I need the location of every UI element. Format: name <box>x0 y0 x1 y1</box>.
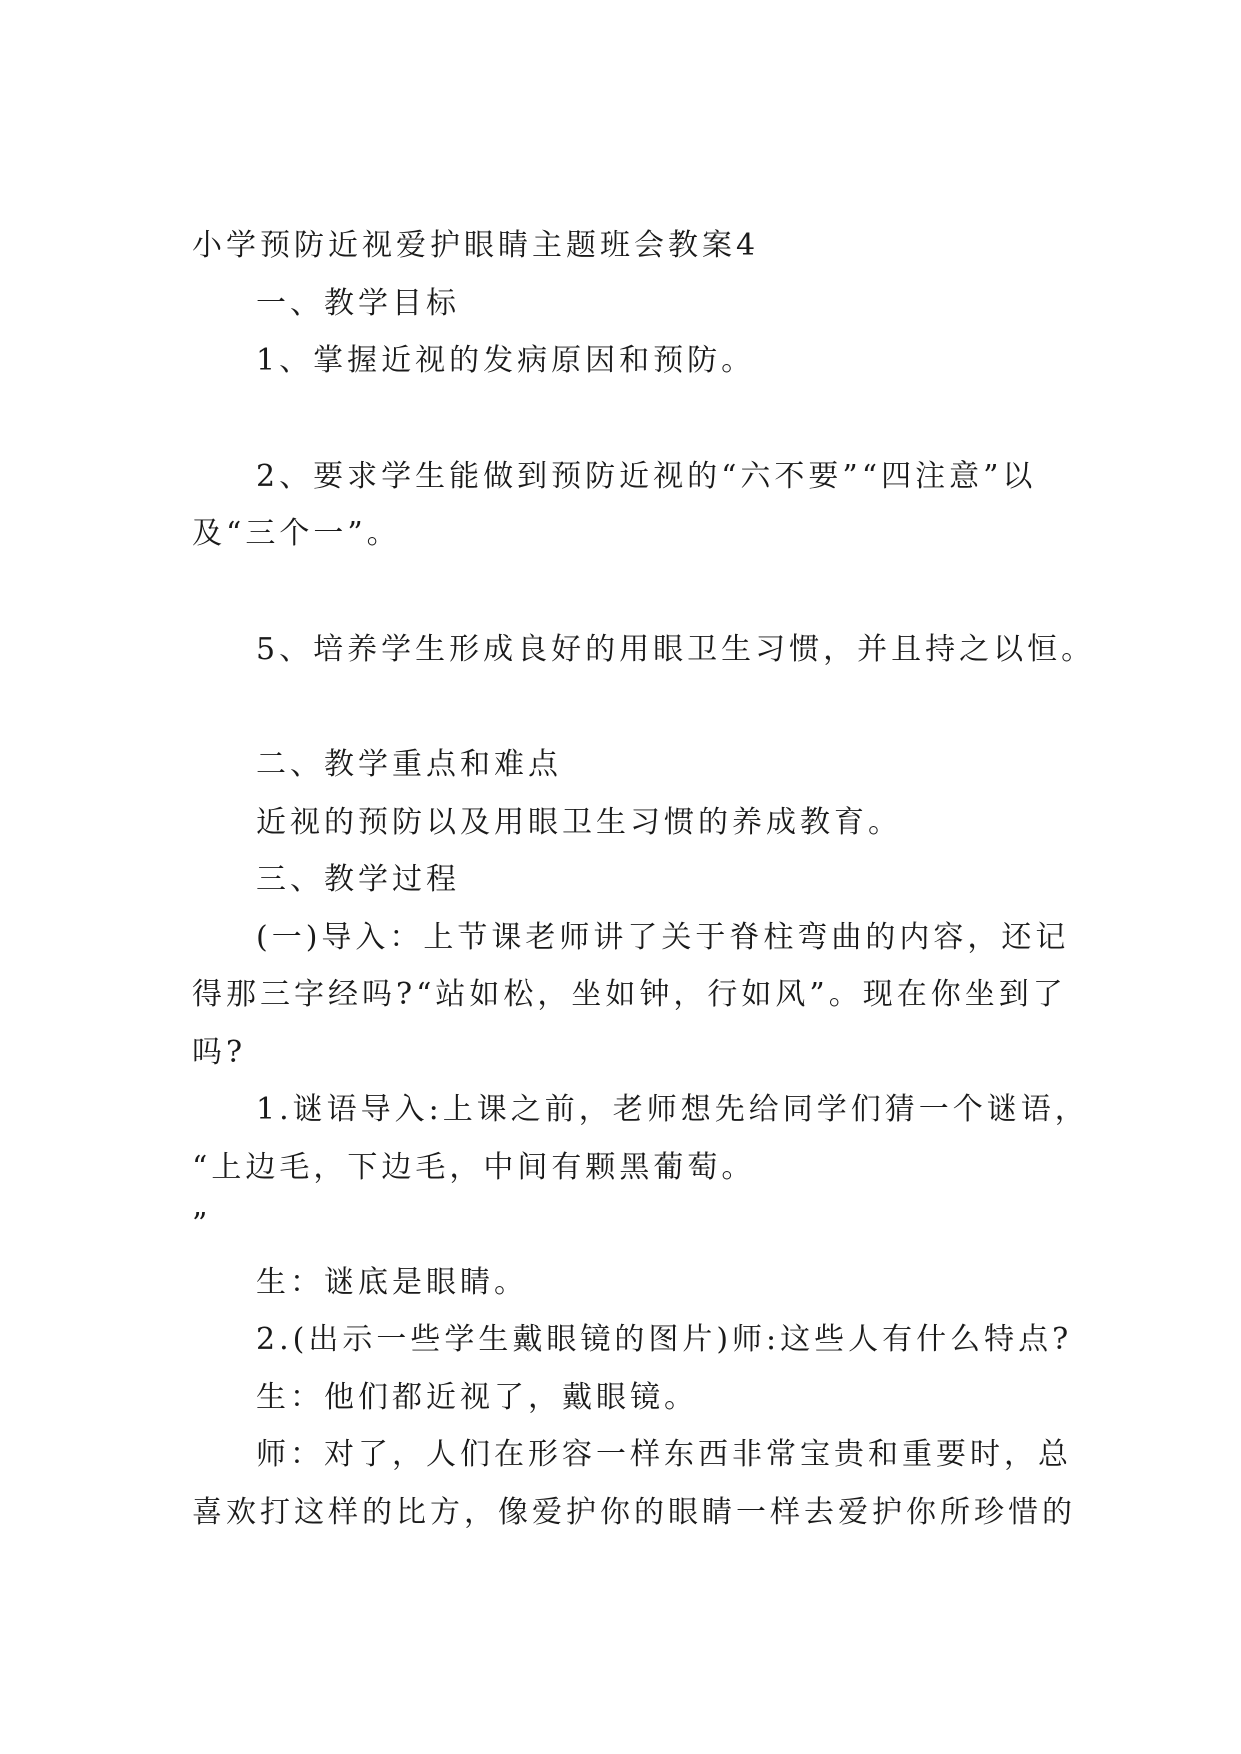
paragraph-line: 2、要求学生能做到预防近视的“六不要”“四注意”以 <box>256 459 1037 494</box>
paragraph-line: 1、掌握近视的发病原因和预防。 <box>256 343 756 378</box>
paragraph-line: “上边毛，下边毛，中间有颗黑葡萄。 <box>192 1150 756 1185</box>
paragraph-line: ” <box>192 1207 212 1242</box>
paragraph-line: 及“三个一”。 <box>192 516 401 551</box>
paragraph-line: 吗? <box>192 1035 247 1070</box>
section-heading-process: 三、教学过程 <box>256 862 460 897</box>
paragraph-line: 生：谜底是眼睛。 <box>256 1265 528 1300</box>
document-title: 小学预防近视爱护眼睛主题班会教案4 <box>192 228 760 263</box>
paragraph-line: 师：对了，人们在形容一样东西非常宝贵和重要时，总 <box>256 1437 1072 1472</box>
paragraph-line: 喜欢打这样的比方，像爱护你的眼睛一样去爱护你所珍惜的 <box>192 1495 1076 1530</box>
paragraph-line: 得那三字经吗?“站如松，坐如钟，行如风”。现在你坐到了 <box>192 977 1067 1012</box>
paragraph-line: 2.(出示一些学生戴眼镜的图片)师:这些人有什么特点? <box>256 1322 1073 1357</box>
paragraph-line: 近视的预防以及用眼卫生习惯的养成教育。 <box>256 805 902 840</box>
paragraph-line: 5、培养学生形成良好的用眼卫生习惯，并且持之以恒。 <box>256 632 1096 667</box>
section-heading-objectives: 一、教学目标 <box>256 286 460 321</box>
paragraph-line: 1.谜语导入:上课之前，老师想先给同学们猜一个谜语， <box>256 1092 1089 1127</box>
paragraph-line: 生：他们都近视了，戴眼镜。 <box>256 1380 698 1415</box>
section-heading-key-points: 二、教学重点和难点 <box>256 747 562 782</box>
paragraph-line: (一)导入：上节课老师讲了关于脊柱弯曲的内容，还记 <box>256 920 1070 955</box>
